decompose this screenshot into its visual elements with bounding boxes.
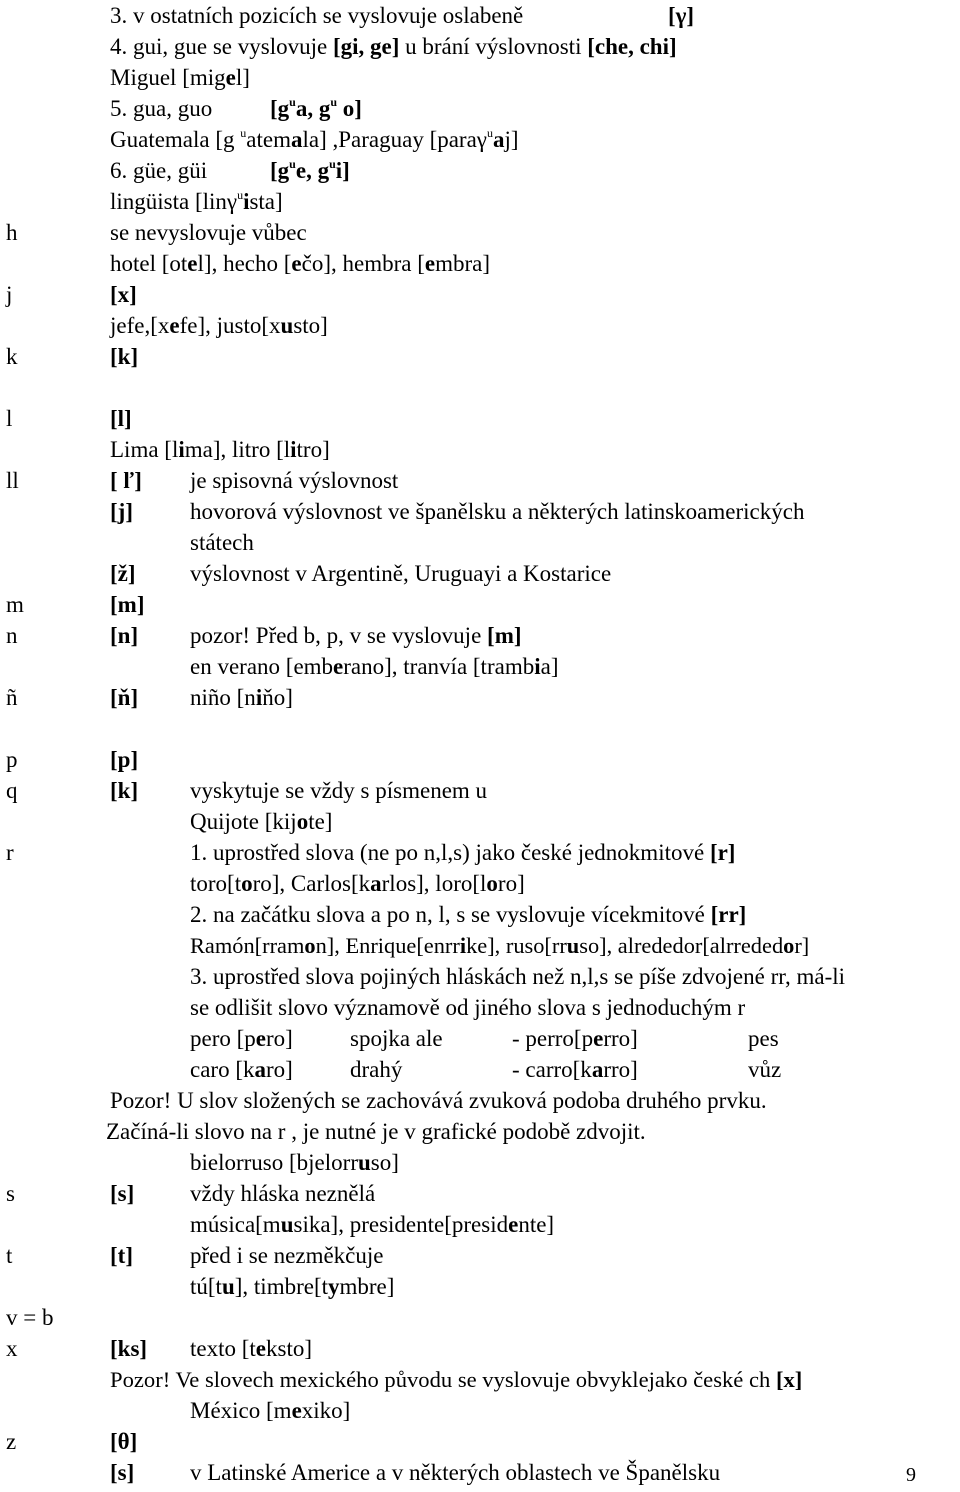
phonetic: [θ] [110, 1429, 138, 1454]
phonetic: [$g^ua$, $g^u$ o] [270, 95, 362, 121]
text: lingüista [linγ [110, 189, 238, 214]
text-line: en verano [emberano], tranvía [trambia] [190, 654, 559, 679]
phonetic: [p] [110, 747, 139, 772]
text-line [0, 403, 960, 434]
text: Miguel [mig [110, 65, 226, 90]
text-line [0, 31, 960, 62]
text-line: caro [karo] drahý - carro[karro] vůz [0, 1054, 960, 1085]
letter-label: x [6, 1336, 18, 1361]
text-line: Lima [lima], litro [litro] [110, 437, 330, 462]
text-line [0, 961, 960, 992]
text: 4. gui, gue se vyslovuje [110, 34, 333, 59]
text-line [0, 1116, 960, 1147]
text-line: hotel [otel], hecho [ečo], hembra [embra] [110, 251, 491, 276]
letter-label: ll [6, 468, 19, 493]
text-line: tú[tu], timbre[tymbre] [190, 1274, 395, 1299]
phonetic: [ ľ] [110, 468, 142, 493]
text: před i se nezměkčuje [190, 1243, 384, 1268]
phonetic: [γ] [668, 3, 695, 28]
text-line [0, 744, 960, 775]
text: se odlišit slovo významově od jiného slova s jednoduchým r [190, 995, 746, 1020]
text-line: 2. na začátku slova a po n, l, s se vyslovuje vícekmitové [rr] [190, 902, 747, 927]
text-line: ñ [ň] niño [niňo] [0, 682, 960, 713]
page-number: 9 [906, 1464, 916, 1486]
letter-label: s [6, 1181, 15, 1206]
text-line [0, 1085, 960, 1116]
text-line [0, 558, 960, 589]
text: Pozor! U slov složených se zachovává zvuková podoba druhého prvku. [110, 1088, 767, 1113]
text-line: jefe,[xefe], justo[xusto] [110, 313, 328, 338]
text-line [0, 1426, 960, 1457]
text-line: Pozor! Ve slovech mexického původu se vyslovuje obvyklejako české ch [x] [110, 1367, 803, 1392]
text-line: x [ks] texto [teksto] [0, 1333, 960, 1364]
text-line: Quijote [kijote] [190, 809, 333, 834]
text-line: música[musika], presidente[presidente] [190, 1212, 555, 1237]
letter-label: ñ [6, 685, 18, 710]
text-line: México [mexiko] [190, 1398, 351, 1423]
phonetic: [j] [110, 499, 133, 524]
letter-label: t [6, 1243, 13, 1268]
text: vůz [748, 1057, 782, 1082]
text: 5. gua, guo [110, 96, 213, 121]
text-line [0, 496, 960, 527]
phonetic: [t] [110, 1243, 133, 1268]
text-line [0, 279, 960, 310]
text: výslovnost v Argentině, Uruguayi a Kostarice [190, 561, 612, 586]
text: pes [748, 1026, 779, 1051]
text-line [0, 62, 960, 93]
phonetic: [s] [110, 1181, 135, 1206]
text: vyskytuje se vždy s písmenem u [190, 778, 488, 803]
letter-label: z [6, 1429, 17, 1454]
text-line [0, 527, 960, 558]
text-line: n [n] pozor! Před b, p, v se vyslovuje [m] [0, 620, 960, 651]
text-line [0, 93, 960, 124]
phonetic: [ks] [110, 1336, 148, 1361]
letter-label: k [6, 344, 18, 369]
phonetic: [n] [110, 623, 139, 648]
text-line: r 1. uprostřed slova (ne po n,l,s) jako české jednokmitové [r] [0, 837, 960, 868]
text-line [0, 1302, 960, 1333]
stress: a [290, 127, 303, 152]
text: spojka ale [350, 1026, 443, 1051]
text: se nevyslovuje vůbec [110, 220, 307, 245]
stress: a [492, 127, 505, 152]
stress: e [225, 65, 236, 90]
text: Začíná-li slovo na r , je nutné je v grafické podobě zdvojit. [106, 1119, 646, 1144]
text-line: bielorruso [bjelorruso] [190, 1150, 399, 1175]
text: 3. uprostřed slova pojiných hláskách než n,l,s se píše zdvojené rr, má-li [190, 964, 846, 989]
text-line [0, 155, 960, 186]
text-line [0, 1457, 960, 1488]
text: 3. v ostatních pozicích se vyslovuje oslabeně [110, 3, 524, 28]
text: u brání výslovnosti [399, 34, 588, 59]
text-line [0, 992, 960, 1023]
letter-label: h [6, 220, 18, 245]
phonetic: [che, chi] [587, 34, 677, 59]
text: vždy hláska neznělá [190, 1181, 376, 1206]
text: je spisovná výslovnost [190, 468, 399, 493]
letter-label: q [6, 778, 18, 803]
phonetic: [x] [110, 282, 137, 307]
phonetic: [$g^ue$, $g^ui$] [270, 157, 350, 183]
phonetic: [ň] [110, 685, 139, 710]
text: v Latinské Americe a v některých oblastech ve Španělsku [190, 1460, 721, 1485]
text-line: toro[toro], Carlos[karlos], loro[loro] [190, 871, 525, 896]
text-line [0, 217, 960, 248]
letter-label: v = b [6, 1305, 54, 1330]
text-line: pero [pero] spojka ale - perro[perro] pes [0, 1023, 960, 1054]
letter-label: j [6, 282, 13, 307]
phonetic: [k] [110, 778, 139, 803]
phonetic: [m] [110, 592, 145, 617]
text: Guatemala [g [110, 127, 241, 152]
phonetic: [l] [110, 406, 132, 431]
letter-label: l [6, 406, 13, 431]
text-line [0, 341, 960, 372]
text: státech [190, 530, 254, 555]
letter-label: r [6, 840, 14, 865]
letter-label: m [6, 592, 24, 617]
text-line [0, 1240, 960, 1271]
text: 6. güe, güi [110, 158, 208, 183]
phonetic: [k] [110, 344, 139, 369]
phonetic: [s] [110, 1460, 135, 1485]
letter-label: p [6, 747, 18, 772]
text-line [0, 0, 960, 31]
text: l] [235, 65, 250, 90]
text-line [0, 589, 960, 620]
phonetic: [ž] [110, 561, 136, 586]
text-line [0, 1178, 960, 1209]
text-line: lingüista [linγ$^u$ista] [110, 188, 283, 214]
text: drahý [350, 1057, 403, 1082]
text-line [0, 775, 960, 806]
text-line [0, 465, 960, 496]
text: hovorová výslovnost ve španělsku a některých latinskoamerických [190, 499, 805, 524]
text-line: Ramón[rramon], Enrique[enrrike], ruso[rruso], alrededor[alrrededor] [190, 933, 810, 958]
phonetic: [gi, ge] [332, 34, 400, 59]
text-line: Guatemala [g $^u$atemala] ,Paraguay [paraγ$^u$aj] [110, 126, 519, 152]
letter-label: n [6, 623, 18, 648]
stress: i [243, 189, 250, 214]
